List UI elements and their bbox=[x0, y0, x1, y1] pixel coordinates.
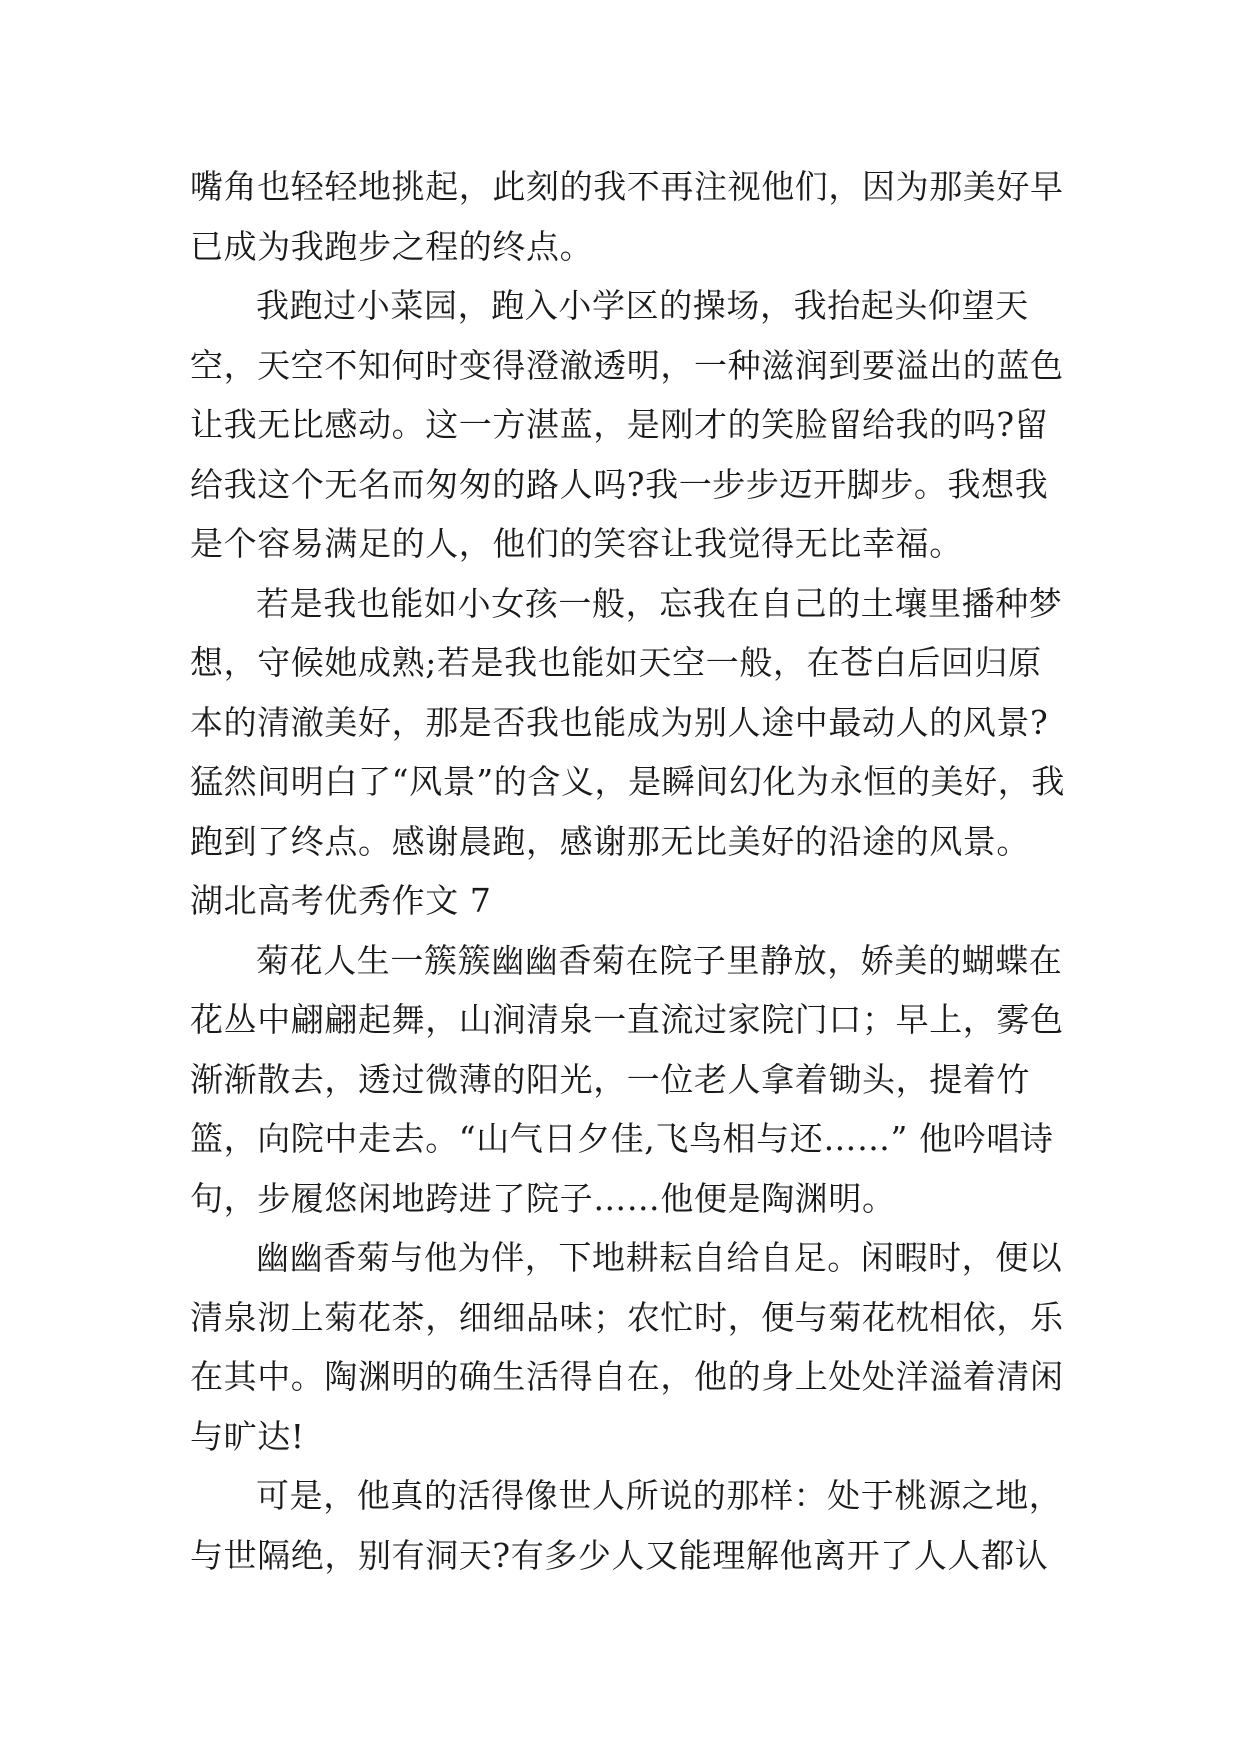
paragraph-continued: 嘴角也轻轻地挑起，此刻的我不再注视他们，因为那美好早已成为我跑步之程的终点。 bbox=[190, 167, 1064, 266]
paragraph-question: 可是，他真的活得像世人所说的那样：处于桃源之地，与世隔绝，别有洞天?有多少人又能理解他离开了人人都认 bbox=[190, 1476, 1063, 1575]
paragraph-leisure: 幽幽香菊与他为伴，下地耕耘自给自足。闲暇时，便以清泉沏上菊花茶，细细品味；农忙时，便与菊花枕相依，乐在其中。陶渊明的确生活得自在，他的身上处处洋溢着清闲与旷达! bbox=[190, 1238, 1064, 1456]
document-body bbox=[190, 157, 1070, 1585]
paragraph-chrysanthemum: 菊花人生一簇簇幽幽香菊在院子里静放，娇美的蝴蝶在花丛中翩翩起舞，山涧清泉一直流过家院门口；早上，雾色渐渐散去，透过微薄的阳光，一位老人拿着锄头，提着竹篮，向院中走去。“山气日夕佳,飞鸟相与还……” 他吟唱诗句，步履悠闲地跨进了院子……他便是陶渊明。 bbox=[190, 940, 1064, 1218]
paragraph-running: 我跑过小菜园，跑入小学区的操场，我抬起头仰望天空，天空不知何时变得澄澈透明，一种滋润到要溢出的蓝色让我无比感动。这一方湛蓝，是刚才的笑脸留给我的吗?留给我这个无名而匆匆的路人吗?我一步步迈开脚步。我想我是个容易满足的人，他们的笑容让我觉得无比幸福。 bbox=[190, 286, 1064, 563]
essay-heading: 湖北高考优秀作文 7 bbox=[190, 881, 492, 920]
paragraph-dream: 若是我也能如小女孩一般，忘我在自己的土壤里播种梦想，守候她成熟;若是我也能如天空一般，在苍白后回归原本的清澈美好，那是否我也能成为别人途中最动人的风景?猛然间明白了“风景”的含义，是瞬间幻化为永恒的美好，我跑到了终点。感谢晨跑，感谢那无比美好的沿途的风景。 bbox=[190, 583, 1065, 861]
